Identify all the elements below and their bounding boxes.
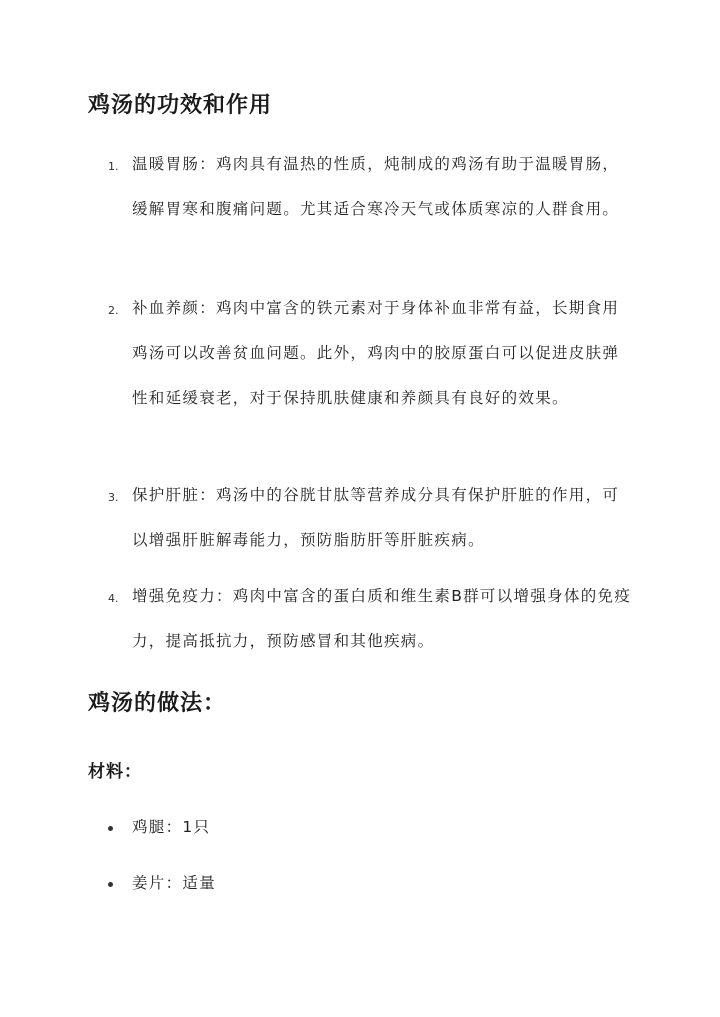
list-item-number: 4. <box>108 592 119 605</box>
section-heading-method: 鸡汤的做法： <box>88 691 227 716</box>
list-item-number: 2. <box>108 304 119 317</box>
list-item-number: 1. <box>108 160 119 173</box>
section-heading-benefits: 鸡汤的功效和作用 <box>88 93 273 118</box>
materials-heading: 材料： <box>88 762 142 782</box>
list-item-text: 保护肝脏：鸡汤中的谷胱甘肽等营养成分具有保护肝脏的作用，可以增强肝脏解毒能力，预防脂肪肝等肝脏疾病。 <box>132 486 620 549</box>
list-item-number: 3. <box>108 491 119 504</box>
list-item-text: 温暖胃肠：鸡肉具有温热的性质，炖制成的鸡汤有助于温暖胃肠，缓解胃寒和腹痛问题。尤其适合寒冷天气或体质寒凉的人群食用。 <box>132 155 620 218</box>
bullet-icon <box>108 826 113 831</box>
bullet-icon <box>108 882 113 887</box>
material-item-text: 鸡腿：1只 <box>132 818 211 836</box>
list-item-text: 增强免疫力：鸡肉中富含的蛋白质和维生素B群可以增强身体的免疫力，提高抵抗力，预防感冒和其他疾病。 <box>132 587 632 650</box>
list-item-text: 补血养颜：鸡肉中富含的铁元素对于身体补血非常有益，长期食用鸡汤可以改善贫血问题。此外，鸡肉中的胶原蛋白可以促进皮肤弹性和延缓衰老，对于保持肌肤健康和养颜具有良好的效果。 <box>132 299 620 407</box>
material-item-text: 姜片：适量 <box>132 874 217 892</box>
